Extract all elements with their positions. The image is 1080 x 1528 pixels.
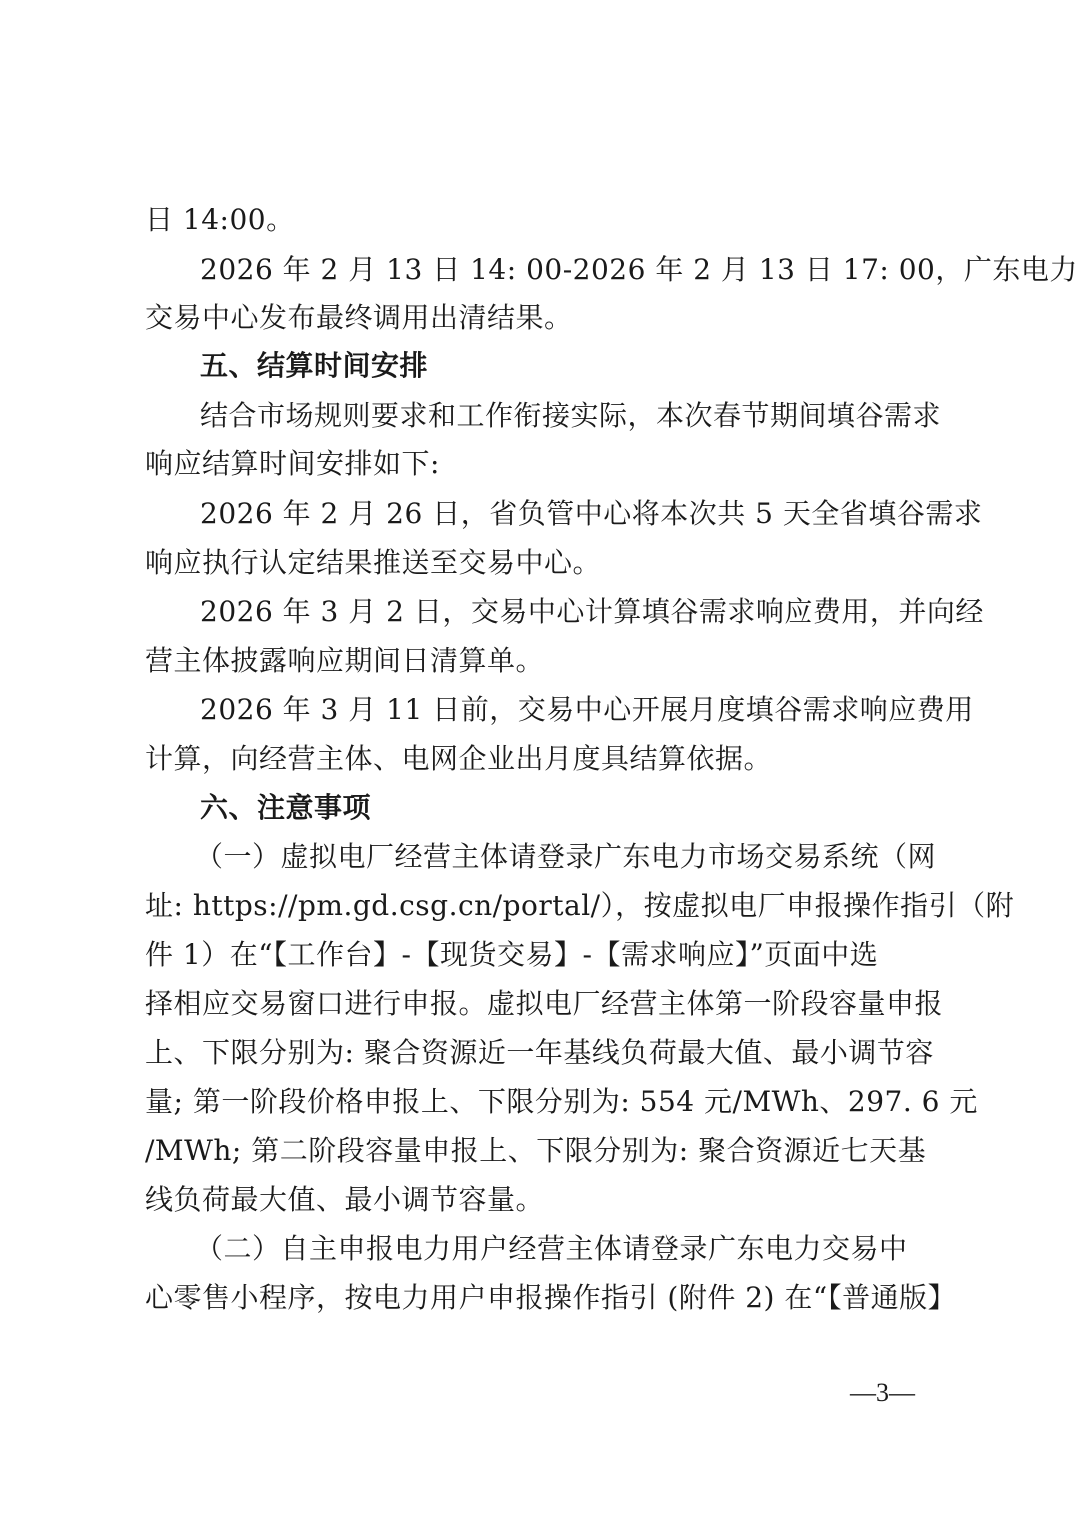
text-line: 心零售小程序，按电力用户申报操作指引 (附件 2) 在“【普通版】 [145, 1281, 957, 1314]
text-line: 上、下限分别为: 聚合资源近一年基线负荷最大值、最小调节容 [145, 1036, 934, 1069]
text-line: （一）虚拟电厂经营主体请登录广东电力市场交易系统（网 [195, 840, 937, 873]
text-line: 计算，向经营主体、电网企业出月度具结算依据。 [145, 742, 773, 775]
text-line: 2026 年 2 月 26 日，省负管中心将本次共 5 天全省填谷需求 [200, 497, 983, 530]
text-line: 量; 第一阶段价格申报上、下限分别为: 554 元/MWh、297. 6 元 [145, 1085, 978, 1118]
text-line: 营主体披露响应期间日清算单。 [145, 644, 545, 677]
text-line: 件 1）在“【工作台】-【现货交易】-【需求响应】”页面中选 [145, 938, 879, 971]
text-line: 结合市场规则要求和工作衔接实际，本次春节期间填谷需求 [200, 399, 942, 432]
text-line: 择相应交易窗口进行申报。虚拟电厂经营主体第一阶段容量申报 [145, 987, 944, 1020]
text-line: 2026 年 2 月 13 日 14: 00-2026 年 2 月 13 日 17: 00，广东电力 [200, 253, 1078, 286]
section-heading-settlement: 五、结算时间安排 [200, 349, 429, 382]
text-line: 线负荷最大值、最小调节容量。 [145, 1183, 545, 1216]
text-line: /MWh; 第二阶段容量申报上、下限分别为: 聚合资源近七天基 [145, 1134, 927, 1167]
section-heading-notes: 六、注意事项 [200, 791, 372, 824]
page-number: —3— [850, 1378, 915, 1407]
text-line: 日 14:00。 [145, 203, 295, 236]
text-line: 2026 年 3 月 11 日前，交易中心开展月度填谷需求响应费用 [200, 693, 974, 726]
text-line: 交易中心发布最终调用出清结果。 [145, 301, 573, 334]
text-line: 响应执行认定结果推送至交易中心。 [145, 546, 602, 579]
text-line: （二）自主申报电力用户经营主体请登录广东电力交易中 [195, 1232, 908, 1265]
text-line: 址: https://pm.gd.csg.cn/portal/），按虚拟电厂申报操作指引（附 [145, 889, 1015, 922]
text-line: 响应结算时间安排如下: [145, 447, 440, 480]
text-line: 2026 年 3 月 2 日，交易中心计算填谷需求响应费用，并向经 [200, 595, 984, 628]
